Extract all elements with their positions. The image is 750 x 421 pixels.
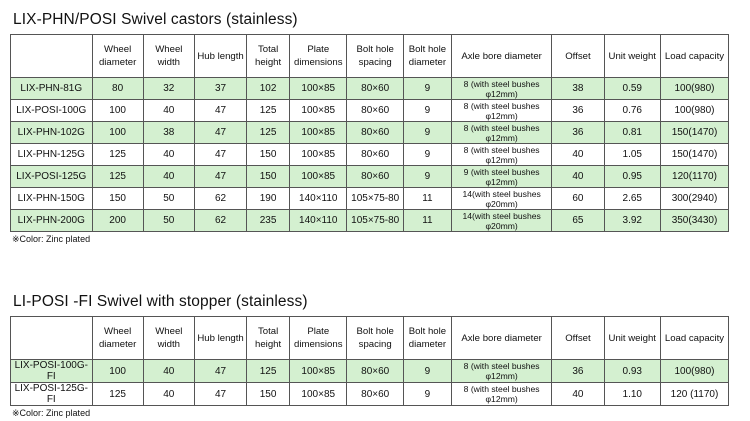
bolt-hole-diameter-cell: 9 — [403, 122, 451, 144]
wheel-diameter-cell: 100 — [92, 360, 143, 383]
header-axle-bore-diameter: Axle bore diameter — [451, 317, 551, 360]
unit-weight-cell: 2.65 — [604, 188, 660, 210]
header-bolt-hole-diameter: Bolt hole diameter — [403, 317, 451, 360]
wheel-width-cell: 50 — [143, 188, 194, 210]
color-note: ※Color: Zinc plated — [12, 234, 91, 244]
axle-bore-cell-line: φ12mm) — [485, 132, 518, 143]
wheel-width-cell: 32 — [143, 78, 194, 100]
offset-cell: 40 — [552, 144, 604, 166]
axle-bore-cell — [451, 78, 551, 100]
table-row — [11, 100, 729, 122]
total-height-cell: 190 — [247, 188, 290, 210]
unit-weight-cell: 0.76 — [604, 100, 660, 122]
offset-cell: 40 — [552, 166, 604, 188]
axle-bore-cell-line: 8 (with steel bushes — [463, 122, 540, 133]
axle-bore-cell-line: 8 (with steel bushes — [463, 144, 540, 155]
model-cell-line: LIX-POSI-125G- — [14, 383, 88, 394]
offset-cell: 36 — [552, 122, 604, 144]
header-hub-length: Hub length — [194, 35, 246, 78]
total-height-cell: 125 — [247, 122, 290, 144]
axle-bore-cell-line: 14(with steel bushes — [462, 210, 541, 221]
header-load-capacity: Load capacity — [660, 35, 728, 78]
header-total-height: Total height — [247, 35, 290, 78]
bolt-hole-spacing-cell: 80×60 — [347, 166, 403, 188]
hub-length-cell: 47 — [194, 100, 246, 122]
unit-weight-cell: 0.59 — [604, 78, 660, 100]
unit-weight-cell: 0.95 — [604, 166, 660, 188]
wheel-diameter-cell: 80 — [92, 78, 143, 100]
axle-bore-cell-line: φ12mm) — [485, 88, 518, 99]
plate-dimensions-cell: 100×85 — [290, 360, 347, 383]
bolt-hole-diameter-cell: 9 — [403, 360, 451, 383]
axle-bore-cell-line: φ12mm) — [485, 176, 518, 187]
header-model — [11, 35, 93, 78]
header-bolt-hole-spacing: Bolt hole spacing — [347, 317, 403, 360]
axle-bore-cell — [451, 144, 551, 166]
offset-cell: 40 — [552, 383, 604, 406]
axle-bore-cell-line: φ20mm) — [485, 220, 518, 231]
load-capacity-cell: 100(980) — [660, 100, 728, 122]
header-plate-dimensions: Plate dimensions — [290, 35, 347, 78]
total-height-cell: 125 — [247, 100, 290, 122]
wheel-diameter-cell: 125 — [92, 144, 143, 166]
header-model — [11, 317, 93, 360]
bolt-hole-diameter-cell: 9 — [403, 166, 451, 188]
table-body — [11, 78, 729, 232]
total-height-cell: 235 — [247, 210, 290, 232]
plate-dimensions-cell: 140×110 — [290, 210, 347, 232]
plate-dimensions-cell: 140×110 — [290, 188, 347, 210]
load-capacity-cell: 300(2940) — [660, 188, 728, 210]
table-row — [11, 166, 729, 188]
bolt-hole-spacing-cell: 105×75-80 — [347, 210, 403, 232]
swivel-castors-table — [10, 34, 729, 232]
wheel-width-cell: 38 — [143, 122, 194, 144]
wheel-width-cell: 40 — [143, 166, 194, 188]
unit-weight-cell: 1.05 — [604, 144, 660, 166]
axle-bore-cell — [451, 122, 551, 144]
table-row — [11, 78, 729, 100]
bolt-hole-spacing-cell: 105×75-80 — [347, 188, 403, 210]
wheel-diameter-cell: 150 — [92, 188, 143, 210]
model-cell: LIX-POSI-100G — [11, 100, 93, 122]
wheel-diameter-cell: 200 — [92, 210, 143, 232]
bolt-hole-diameter-cell: 9 — [403, 78, 451, 100]
section-title: LI-POSI -FI Swivel with stopper (stainless) — [13, 293, 308, 310]
wheel-width-cell: 40 — [143, 360, 194, 383]
offset-cell: 38 — [552, 78, 604, 100]
hub-length-cell: 47 — [194, 360, 246, 383]
model-cell — [11, 383, 93, 406]
table-row — [11, 144, 729, 166]
offset-cell: 36 — [552, 360, 604, 383]
axle-bore-cell-line: 8 (with steel bushes — [463, 100, 540, 111]
header-bolt-hole-diameter: Bolt hole diameter — [403, 35, 451, 78]
table-body — [11, 360, 729, 406]
bolt-hole-spacing-cell: 80×60 — [347, 383, 403, 406]
table-header — [11, 317, 729, 360]
header-axle-bore-diameter: Axle bore diameter — [451, 35, 551, 78]
header-wheel-width: Wheel width — [143, 35, 194, 78]
wheel-diameter-cell: 100 — [92, 122, 143, 144]
model-cell — [11, 360, 93, 383]
bolt-hole-spacing-cell: 80×60 — [347, 144, 403, 166]
axle-bore-cell — [451, 188, 551, 210]
plate-dimensions-cell: 100×85 — [290, 166, 347, 188]
axle-bore-cell-line: 8 (with steel bushes — [463, 361, 540, 371]
header-bolt-hole-spacing: Bolt hole spacing — [347, 35, 403, 78]
plate-dimensions-cell: 100×85 — [290, 78, 347, 100]
wheel-width-cell: 40 — [143, 383, 194, 406]
model-cell: LIX-PHN-200G — [11, 210, 93, 232]
plate-dimensions-cell: 100×85 — [290, 144, 347, 166]
bolt-hole-diameter-cell: 11 — [403, 210, 451, 232]
color-note: ※Color: Zinc plated — [12, 408, 91, 418]
header-wheel-width: Wheel width — [143, 317, 194, 360]
unit-weight-cell: 0.93 — [604, 360, 660, 383]
wheel-width-cell: 50 — [143, 210, 194, 232]
header-wheel-diameter: Wheel diameter — [92, 317, 143, 360]
header-total-height: Total height — [247, 317, 290, 360]
bolt-hole-diameter-cell: 11 — [403, 188, 451, 210]
load-capacity-cell: 120 (1170) — [660, 383, 728, 406]
bolt-hole-diameter-cell: 9 — [403, 383, 451, 406]
unit-weight-cell: 1.10 — [604, 383, 660, 406]
axle-bore-cell-line: φ12mm) — [485, 371, 518, 381]
header-plate-dimensions: Plate dimensions — [290, 317, 347, 360]
load-capacity-cell: 150(1470) — [660, 144, 728, 166]
model-cell: LIX-PHN-102G — [11, 122, 93, 144]
table-row — [11, 188, 729, 210]
header-offset: Offset — [552, 35, 604, 78]
offset-cell: 36 — [552, 100, 604, 122]
axle-bore-cell — [451, 360, 551, 383]
total-height-cell: 150 — [247, 144, 290, 166]
plate-dimensions-cell: 100×85 — [290, 383, 347, 406]
load-capacity-cell: 350(3430) — [660, 210, 728, 232]
axle-bore-cell-line: 8 (with steel bushes — [463, 78, 540, 89]
axle-bore-cell-line: 9 (with steel bushes — [463, 166, 540, 177]
bolt-hole-diameter-cell: 9 — [403, 144, 451, 166]
header-offset: Offset — [552, 317, 604, 360]
hub-length-cell: 47 — [194, 122, 246, 144]
swivel-castors-section — [10, 10, 729, 245]
model-cell: LIX-PHN-81G — [11, 78, 93, 100]
plate-dimensions-cell: 100×85 — [290, 100, 347, 122]
hub-length-cell: 62 — [194, 210, 246, 232]
load-capacity-cell: 150(1470) — [660, 122, 728, 144]
wheel-diameter-cell: 125 — [92, 383, 143, 406]
header-unit-weight: Unit weight — [604, 35, 660, 78]
axle-bore-cell — [451, 383, 551, 406]
unit-weight-cell: 0.81 — [604, 122, 660, 144]
model-cell-line: LIX-POSI-100G- — [14, 360, 88, 371]
bolt-hole-spacing-cell: 80×60 — [347, 122, 403, 144]
hub-length-cell: 47 — [194, 383, 246, 406]
model-cell: LIX-POSI-125G — [11, 166, 93, 188]
axle-bore-cell — [451, 100, 551, 122]
wheel-width-cell: 40 — [143, 100, 194, 122]
model-cell: LIX-PHN-150G — [11, 188, 93, 210]
axle-bore-cell-line: φ12mm) — [485, 154, 518, 165]
load-capacity-cell: 100(980) — [660, 78, 728, 100]
offset-cell: 65 — [552, 210, 604, 232]
bolt-hole-diameter-cell: 9 — [403, 100, 451, 122]
total-height-cell: 102 — [247, 78, 290, 100]
table-row — [11, 210, 729, 232]
header-load-capacity: Load capacity — [660, 317, 728, 360]
table-row — [11, 122, 729, 144]
header-wheel-diameter: Wheel diameter — [92, 35, 143, 78]
swivel-stopper-table — [10, 316, 729, 406]
hub-length-cell: 47 — [194, 166, 246, 188]
bolt-hole-spacing-cell: 80×60 — [347, 78, 403, 100]
hub-length-cell: 47 — [194, 144, 246, 166]
axle-bore-cell-line: 8 (with steel bushes — [463, 384, 540, 394]
hub-length-cell: 37 — [194, 78, 246, 100]
model-cell-line: FI — [46, 371, 56, 382]
total-height-cell: 150 — [247, 383, 290, 406]
total-height-cell: 150 — [247, 166, 290, 188]
axle-bore-cell — [451, 166, 551, 188]
wheel-diameter-cell: 125 — [92, 166, 143, 188]
wheel-diameter-cell: 100 — [92, 100, 143, 122]
table-row — [11, 383, 729, 406]
axle-bore-cell — [451, 210, 551, 232]
header-hub-length: Hub length — [194, 317, 246, 360]
axle-bore-cell-line: φ20mm) — [485, 198, 518, 209]
table-header — [11, 35, 729, 78]
header-unit-weight: Unit weight — [604, 317, 660, 360]
plate-dimensions-cell: 100×85 — [290, 122, 347, 144]
bolt-hole-spacing-cell: 80×60 — [347, 360, 403, 383]
swivel-stopper-section — [10, 292, 729, 419]
model-cell-line: FI — [46, 394, 56, 405]
section-title: LIX-PHN/POSI Swivel castors (stainless) — [13, 11, 298, 28]
offset-cell: 60 — [552, 188, 604, 210]
total-height-cell: 125 — [247, 360, 290, 383]
hub-length-cell: 62 — [194, 188, 246, 210]
axle-bore-cell-line: φ12mm) — [485, 110, 518, 121]
model-cell: LIX-PHN-125G — [11, 144, 93, 166]
load-capacity-cell: 120(1170) — [660, 166, 728, 188]
bolt-hole-spacing-cell: 80×60 — [347, 100, 403, 122]
table-row — [11, 360, 729, 383]
unit-weight-cell: 3.92 — [604, 210, 660, 232]
load-capacity-cell: 100(980) — [660, 360, 728, 383]
wheel-width-cell: 40 — [143, 144, 194, 166]
axle-bore-cell-line: 14(with steel bushes — [462, 188, 541, 199]
axle-bore-cell-line: φ12mm) — [485, 394, 518, 404]
